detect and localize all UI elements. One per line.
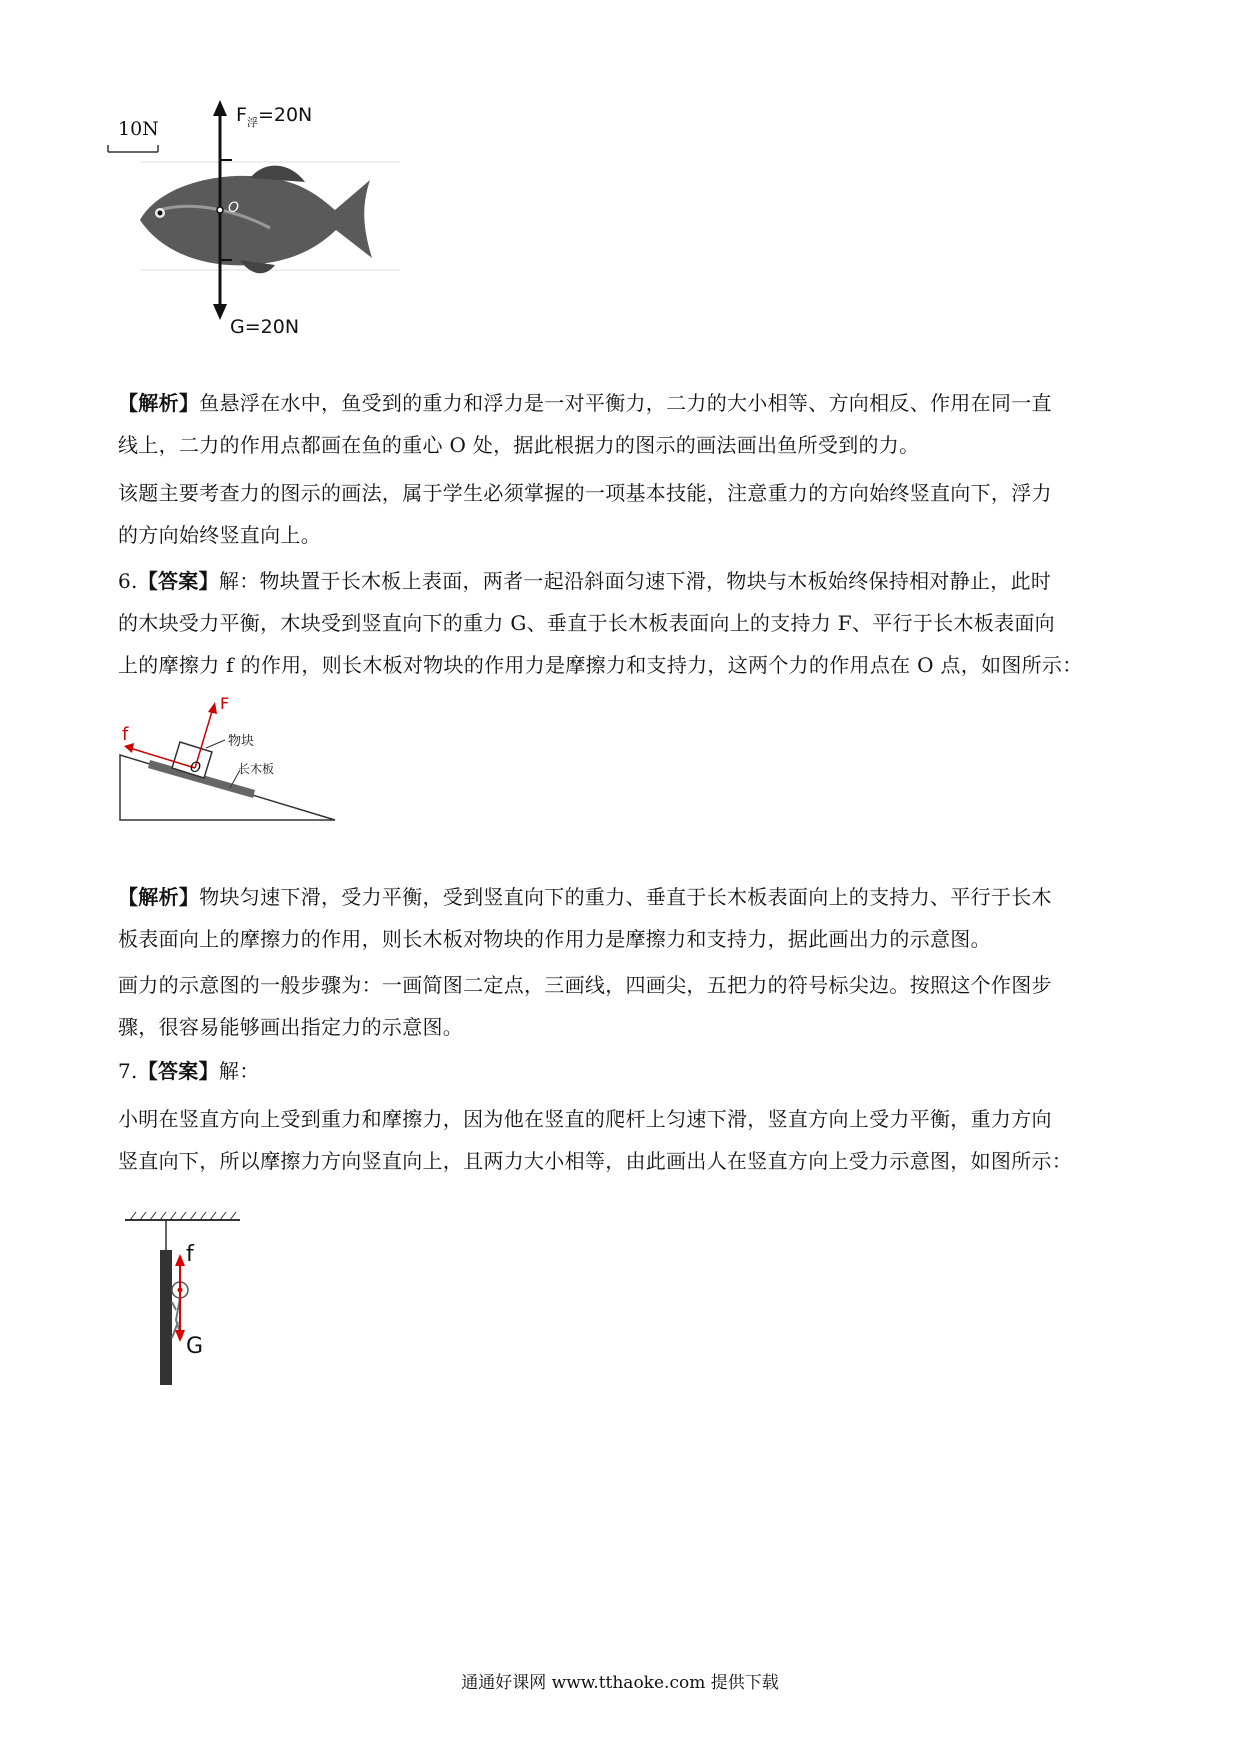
buoyancy-value: =20N xyxy=(257,104,313,126)
fish-analysis xyxy=(118,382,1128,556)
figure-incline xyxy=(110,690,350,830)
text-line: 物块匀速下滑，受力平衡，受到竖直向下的重力、垂直于长木板表面向上的支持力、平行于长木 xyxy=(199,885,1052,909)
answer-6-line1 xyxy=(118,560,1128,602)
scale-label: 10N xyxy=(118,118,159,140)
point-o-label: O xyxy=(190,760,202,776)
support-force-label: F xyxy=(220,694,230,713)
page-footer: 通通好课网 www.tthaoke.com 提供下载 xyxy=(461,1673,779,1693)
figure-fish xyxy=(100,100,420,380)
answer-6 xyxy=(118,560,1128,686)
pole-diagram xyxy=(120,1210,250,1390)
analysis-6-line1 xyxy=(118,876,1128,918)
block-label: 物块 xyxy=(228,734,255,749)
fish-analysis-line1 xyxy=(118,382,1128,424)
answer-6-line3: 上的摩擦力 f 的作用，则长木板对物块的作用力是摩擦力和支持力，这两个力的作用点在 O 点，如图所示： xyxy=(118,653,1083,677)
figure-pole xyxy=(120,1210,250,1390)
answer-6-line2: 的木块受力平衡，木块受到竖直向下的重力 G、垂直于长木板表面向上的支持力 F、平行于长木板表面向 xyxy=(118,611,1055,635)
answer-number: 6. xyxy=(118,569,138,593)
analysis-6 xyxy=(118,876,1128,1048)
answer-7-line1 xyxy=(118,1050,1128,1092)
friction-label: f xyxy=(186,1242,194,1267)
gravity-label: G xyxy=(186,1334,204,1359)
fish-summary-line1: 该题主要考查力的图示的画法，属于学生必须掌握的一项基本技能，注意重力的方向始终竖直向下，浮力 xyxy=(118,481,1052,505)
buoyancy-label xyxy=(236,104,312,130)
fish-analysis-line2: 线上，二力的作用点都画在鱼的重心 O 处，据此根据力的图示的画法画出鱼所受到的力。 xyxy=(118,433,920,457)
analysis-tag: 【解析】 xyxy=(118,885,200,909)
incline-diagram xyxy=(110,690,350,830)
text-line: 鱼悬浮在水中，鱼受到的重力和浮力是一对平衡力，二力的大小相等、方向相反、作用在同一直 xyxy=(199,391,1052,415)
buoyancy-subscript: 浮 xyxy=(246,115,258,129)
text-line: 解： xyxy=(218,1059,260,1083)
analysis-6-line4: 骤，很容易能够画出指定力的示意图。 xyxy=(118,1015,464,1039)
board-label: 长木板 xyxy=(238,762,275,776)
fish-summary-line2: 的方向始终竖直向上。 xyxy=(118,523,321,547)
text-line: 解：物块置于长木板上表面，两者一起沿斜面匀速下滑，物块与木板始终保持相对静止，此时 xyxy=(218,569,1052,593)
answer-7-line2: 小明在竖直方向上受到重力和摩擦力，因为他在竖直的爬杆上匀速下滑，竖直方向上受力平衡，重力方向 xyxy=(118,1107,1052,1131)
answer-tag: 【答案】 xyxy=(137,569,219,593)
answer-7 xyxy=(118,1050,1128,1182)
answer-7-line3: 竖直向下，所以摩擦力方向竖直向上，且两力大小相等，由此画出人在竖直方向上受力示意图，如图所示： xyxy=(118,1149,1073,1173)
answer-tag: 【答案】 xyxy=(137,1059,219,1083)
friction-label: f xyxy=(122,724,129,745)
gravity-label: G=20N xyxy=(230,316,300,338)
buoyancy-symbol: F xyxy=(236,104,247,126)
analysis-6-line3: 画力的示意图的一般步骤为：一画简图二定点，三画线，四画尖，五把力的符号标尖边。按照这个作图步 xyxy=(118,973,1052,997)
center-point-label: O xyxy=(228,200,240,216)
answer-number: 7. xyxy=(118,1059,138,1083)
fish-diagram xyxy=(100,100,420,380)
analysis-tag: 【解析】 xyxy=(118,391,200,415)
analysis-6-line2: 板表面向上的摩擦力的作用，则长木板对物块的作用力是摩擦力和支持力，据此画出力的示意图。 xyxy=(118,927,991,951)
